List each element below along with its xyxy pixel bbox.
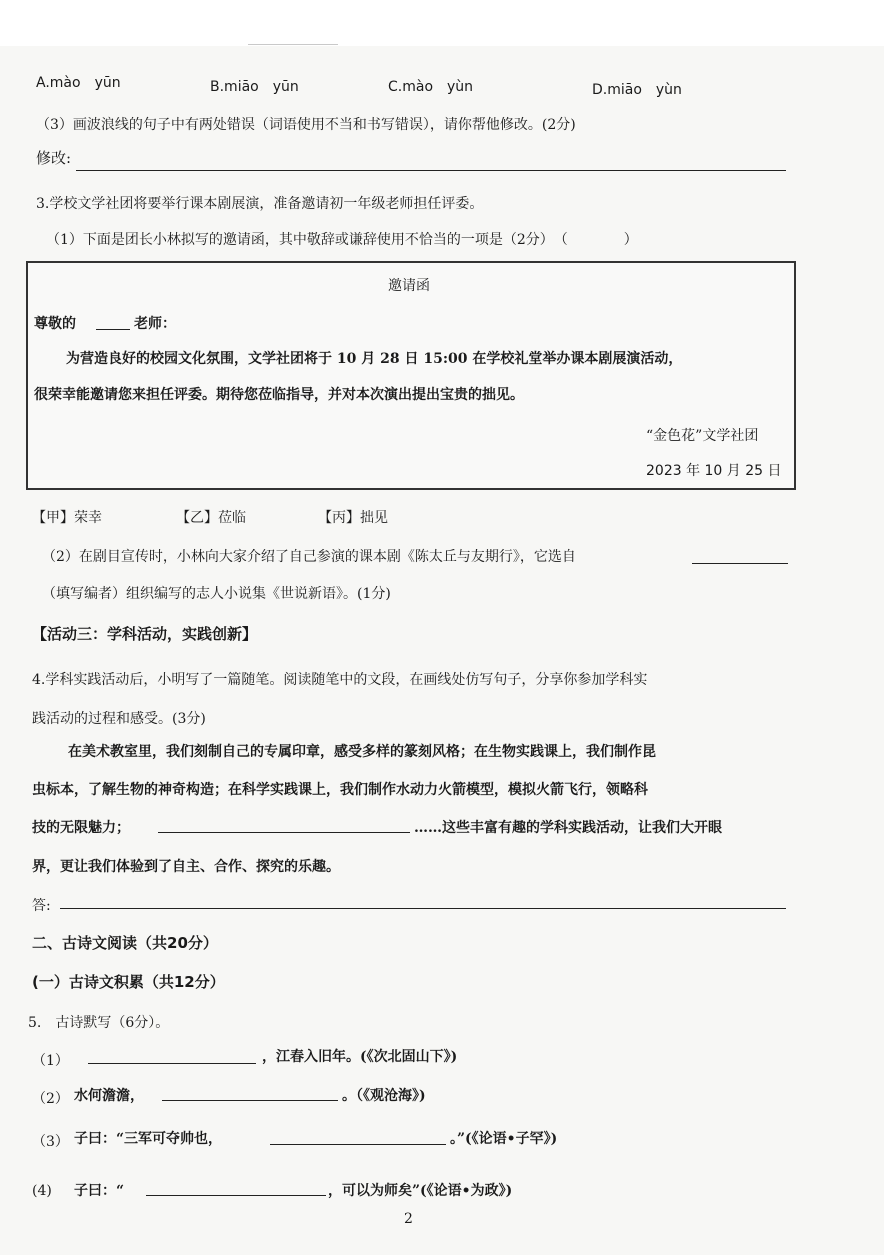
option-c: C.mào yùn — [388, 79, 474, 95]
section2-heading: 二、古诗文阅读（共20分） — [32, 934, 218, 952]
q5-item3-blank[interactable] — [270, 1144, 446, 1145]
letter-title: 邀请函 — [388, 278, 430, 294]
q4-para-line3-post: ……这些丰富有趣的学科实践活动，让我们大开眼 — [414, 820, 722, 836]
q5-item3-pre: 子曰：“三军可夺帅也， — [74, 1131, 223, 1147]
letter-date: 2023 年 10 月 25 日 — [646, 463, 782, 479]
scan-top-margin — [0, 0, 884, 46]
q5-item4-post: ，可以为师矣”(《论语•为政》) — [328, 1183, 513, 1199]
q4-imitation-blank[interactable] — [158, 832, 410, 833]
q4-para-line3-pre: 技的无限魅力； — [32, 820, 130, 836]
letter-salutation-post: 老师： — [134, 316, 176, 332]
q4-line2: 践活动的过程和感受。(3分) — [32, 711, 206, 727]
q5-item2-post: 。（《观沧海》) — [342, 1088, 426, 1104]
q5-item4-no: (4) — [32, 1183, 52, 1199]
q5-item1-no: （1） — [32, 1053, 69, 1069]
q5-item1-blank[interactable] — [88, 1063, 256, 1064]
q4-para-line4: 界，更让我们体验到了自主、合作、探究的乐趣。 — [32, 859, 340, 875]
q2-3-answer-label: 修改: — [36, 149, 72, 167]
q3-sub2-line2: （填写编者）组织编写的志人小说集《世说新语》。(1分) — [42, 586, 391, 602]
activity3-heading: 【活动三：学科活动，实践创新】 — [32, 625, 258, 643]
option-d: D.miāo yùn — [592, 82, 682, 98]
q5-item4-pre: 子曰：“ — [74, 1183, 125, 1199]
q5-item2-pre: 水何澹澹， — [74, 1088, 144, 1104]
page-number: 2 — [404, 1211, 413, 1227]
q2-3-prompt: （3）画波浪线的句子中有两处错误（词语使用不当和书写错误），请你帮他修改。(2分) — [36, 117, 576, 133]
scan-mark — [248, 44, 338, 45]
q5-item2-no: （2） — [32, 1091, 69, 1107]
letter-body-line2: 很荣幸能邀请您来担任评委。期待您莅临指导，并对本次演出提出宝贵的拙见。 — [34, 387, 524, 403]
q3-sub1: （1）下面是团长小林拟写的邀请函，其中敬辞或谦辞使用不恰当的一项是（2分） （ ） — [46, 232, 638, 248]
letter-body-line1: 为营造良好的校园文化氛围，文学社团将于 10 月 28 日 15:00 在学校礼堂举办课本剧展演活动， — [66, 351, 683, 367]
q4-line1: 4.学科实践活动后，小明写了一篇随笔。阅读随笔中的文段，在画线处仿写句子，分享你参加学科实 — [32, 672, 648, 688]
option-a: A.mào yūn — [36, 75, 121, 91]
option-yi: 【乙】莅临 — [176, 510, 246, 526]
section2-subheading: (一）古诗文积累（共12分） — [32, 973, 225, 991]
q4-answer-line[interactable] — [60, 908, 786, 909]
q3-intro: 3.学校文学社团将要举行课本剧展演，准备邀请初一年级老师担任评委。 — [36, 196, 484, 212]
q5-item1-text: ，江春入旧年。(《次北固山下》) — [262, 1049, 458, 1065]
q5-title: 5. 古诗默写（6分）。 — [28, 1015, 170, 1031]
q2-3-answer-line[interactable] — [76, 170, 786, 171]
letter-salutation-pre: 尊敬的 — [34, 316, 76, 332]
letter-signature: “金色花”文学社团 — [646, 428, 759, 444]
option-bing: 【丙】拙见 — [318, 510, 388, 526]
salutation-blank — [96, 329, 130, 330]
invitation-letter-box — [26, 261, 796, 490]
q5-item4-blank[interactable] — [146, 1195, 326, 1196]
option-jia: 【甲】荣幸 — [32, 510, 102, 526]
q4-para-line2: 虫标本，了解生物的神奇构造；在科学实践课上，我们制作水动力火箭模型，模拟火箭飞行，领略科 — [32, 782, 648, 798]
q3-sub2-blank[interactable] — [692, 563, 788, 564]
q5-item3-post: 。”(《论语•子罕》) — [450, 1131, 558, 1147]
option-b: B.miāo yūn — [210, 79, 299, 95]
q4-answer-label: 答: — [32, 898, 51, 914]
q3-sub2-line1: （2）在剧目宣传时，小林向大家介绍了自己参演的课本剧《陈太丘与友期行》，它选自 — [42, 549, 576, 565]
q4-para-line1: 在美术教室里，我们刻制自己的专属印章，感受多样的篆刻风格；在生物实践课上，我们制作昆 — [68, 744, 656, 760]
q5-item2-blank[interactable] — [162, 1100, 338, 1101]
q5-item3-no: （3） — [32, 1134, 69, 1150]
